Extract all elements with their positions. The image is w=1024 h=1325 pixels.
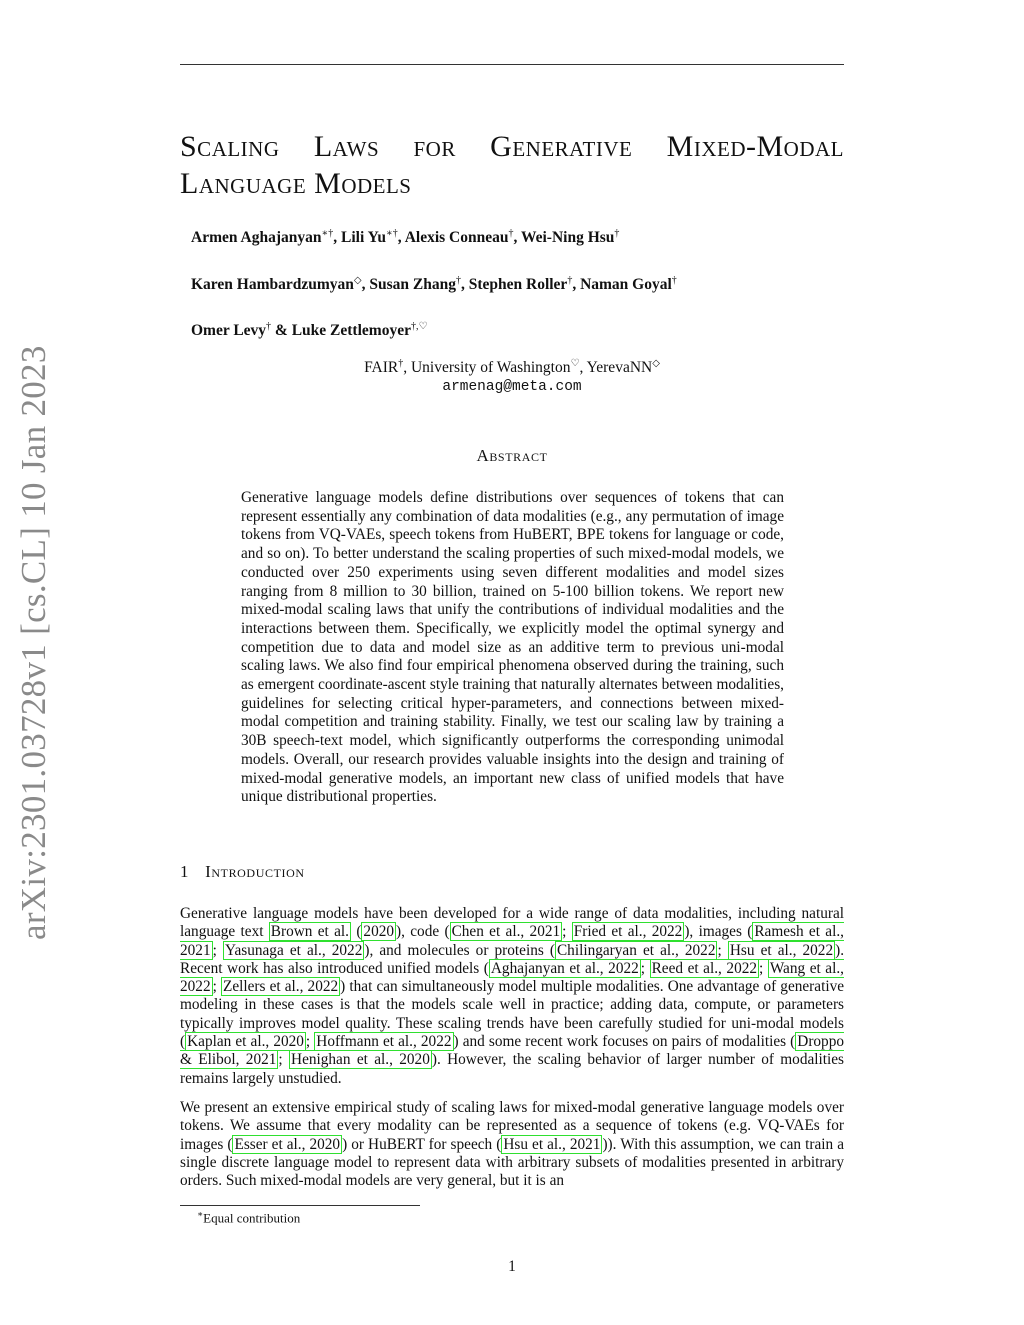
affiliation-mark: † [398,358,404,369]
paragraph-text: ; [562,923,572,941]
author-name: Wei-Ning Hsu [520,229,615,247]
affiliation-mark: ♡ [570,358,580,369]
author-mark: ◇ [353,275,362,286]
citation-link[interactable]: Yasunaga et al., 2022 [224,941,363,959]
paragraph-text: Generative language models have been developed for a wide range of data modalities, including natural language text [180,905,844,941]
title-line-2: Language Models [180,167,412,200]
citation-link[interactable]: Henighan et al., 2020 [291,1051,430,1069]
affiliations: FAIR†, University of Washington♡, YerevaNN◇ [364,358,660,377]
author-mark: †,♡ [410,321,428,332]
paragraph-text: ), images ( [684,923,753,941]
author-name: Karen Hambardzumyan [191,276,354,294]
author-mark: ∗† [321,228,334,239]
author-mark: † [508,228,514,239]
footnote [197,1209,300,1226]
author-mark: † [614,228,620,239]
citation-link[interactable]: Fried et al., 2022 [573,923,683,941]
author-name: Susan Zhang [369,276,456,294]
author-name: Alexis Conneau [404,229,509,247]
paper-title [180,128,844,202]
paragraph-text: ) or HuBERT for speech ( [342,1135,502,1153]
affiliation-name: FAIR [364,359,399,377]
page-number: 1 [508,1258,516,1275]
citation-link[interactable]: Ramesh et al., 2021 [180,923,844,959]
paragraph-text: ; [717,941,728,959]
paragraph-text: ; [212,941,223,959]
citation-link[interactable]: Wang et al., 2022 [180,959,844,996]
author-row-2: Karen Hambardzumyan◇, Susan Zhang†, Stephen Roller†, Naman Goyal† [191,275,677,294]
paragraph-text: We present an extensive empirical study of scaling laws for mixed-modal generative language models over tokens. We assume that every modality can be represented as a sequence of tokens (e.g. VQ-VAEs for images ( [180,1099,844,1153]
paragraph-text: ( [351,923,362,941]
citation-link[interactable]: Kaplan et al., 2020 [187,1033,304,1051]
citation-link[interactable]: Hsu et al., 2021 [503,1135,601,1153]
paragraph-text: ; [305,1033,315,1051]
paragraph-text: ) that can simultaneously model multiple modalities. One advantage of generative modeling in these cases is that the models scale well in practice; adding data, compute, or parameters typically improves model quality. These scaling trends have been carefully studied for uni-modal models ( [180,978,845,1051]
title-word: Mixed-Modal [666,130,844,163]
affiliation-name: YerevaNN [586,359,653,377]
citation-link[interactable]: Chen et al., 2021 [451,923,561,941]
section-heading [180,862,305,882]
citation-link[interactable]: Droppo & Elibol, 2021 [180,1033,845,1069]
paragraph-text: ; [759,959,768,977]
author-name: Lili Yu [341,229,386,247]
section-title: Introduction [205,862,305,881]
author-row-1: Armen Aghajanyan∗†, Lili Yu∗†, Alexis Conneau†, Wei-Ning Hsu† [191,228,620,247]
footnote-text: Equal contribution [203,1210,301,1226]
author-name: Armen Aghajanyan [191,229,322,247]
paragraph-text: ; [278,1051,290,1069]
footnote-rule [180,1205,420,1206]
top-rule [180,64,844,65]
section-number: 1 [180,862,190,881]
paragraph-text: ). Recent work has also introduced unified models ( [180,941,845,977]
citation-link[interactable]: Zellers et al., 2022 [222,978,339,996]
citation-link[interactable]: Reed et al., 2022 [651,959,758,977]
citation-link[interactable]: 2020 [363,923,395,941]
author-mark: ∗† [385,228,398,239]
author-row-3 [191,321,427,340]
arxiv-identifier: arXiv:2301.03728v1 [cs.CL] 10 Jan 2023 [14,345,53,940]
author-joiner: & [271,322,292,340]
intro-paragraph-1 [180,905,844,1088]
author-mark: † [671,275,677,286]
contact-email[interactable]: armenag@meta.com [442,379,582,395]
title-word: Scaling [180,130,280,163]
paragraph-text: ; [212,978,221,996]
citation-link[interactable]: Esser et al., 2020 [234,1135,341,1153]
citation-link[interactable]: Hsu et al., 2022 [729,941,834,959]
paragraph-text: ). However, the scaling behavior of larger number of modalities remains largely unstudied. [180,1051,845,1087]
author-mark: † [567,275,573,286]
title-word: Laws [313,130,380,163]
citation-link[interactable]: Brown et al. [270,923,349,941]
paragraph-text: ), code ( [396,923,450,941]
title-word: Generative [490,130,633,163]
title-line-1 [180,128,844,165]
affiliation-mark: ◇ [652,358,660,369]
citation-link[interactable]: Chilingaryan et al., 2022 [556,941,716,959]
intro-paragraph-2 [180,1099,844,1190]
paragraph-text: )). With this assumption, we can train a single discrete language model to represent data with arbitrary subsets of modalities presented in arbitrary orders. Such mixed-modal models are very general, but it is an [180,1135,845,1190]
paragraph-text: ) and some recent work focuses on pairs of modalities ( [453,1033,796,1051]
author-name: Stephen Roller [468,276,568,294]
abstract-heading: Abstract [476,446,548,465]
author-name: Omer Levy [191,322,267,340]
author-mark: † [455,275,461,286]
citation-link[interactable]: Hoffmann et al., 2022 [316,1033,452,1051]
author-name: Luke Zettlemoyer [291,322,411,340]
footnote-mark: ∗ [197,1209,204,1219]
paragraph-text: ; [640,959,650,977]
title-word: for [413,130,456,163]
affiliation-name: University of Washington [410,359,571,377]
author-name: Naman Goyal [580,276,672,294]
author-mark: † [266,321,272,332]
paragraph-text: ), and molecules or proteins ( [364,941,555,959]
citation-link[interactable]: Aghajanyan et al., 2022 [490,959,639,977]
abstract-text: Generative language models define distributions over sequences of tokens that can represent essentially any combination of data modalities (e.g., any permutation of image tokens from VQ-VAEs, speech tokens from HuBERT, BPE tokens for language or code, and so on). To better understand the scaling properties of such mixed-modal models, we conducted over 250 experiments using seven different modalities and model sizes ranging from 8 million to 30 billion, trained on 5-100 billion tokens. We report new mixed-modal scaling laws that unify the contributions of individual modalities and the interactions between them. Specifically, we explicitly model the optimal synergy and competition due to data and model size as an additive term to previous uni-modal scaling laws. We also find four empirical phenomena observed during the training, such as emergent coordinate-ascent style training that naturally alternates between modalities, guidelines for selecting critical hyper-parameters, and connections between mixed-modal competition and training stability. Finally, we test our scaling law by training a 30B speech-text model, which significantly outperforms the corresponding unimodal models. Overall, our research provides valuable insights into the design and training of mixed-modal generative models, an important new class of unified models that have unique distributional properties. [241,489,784,806]
